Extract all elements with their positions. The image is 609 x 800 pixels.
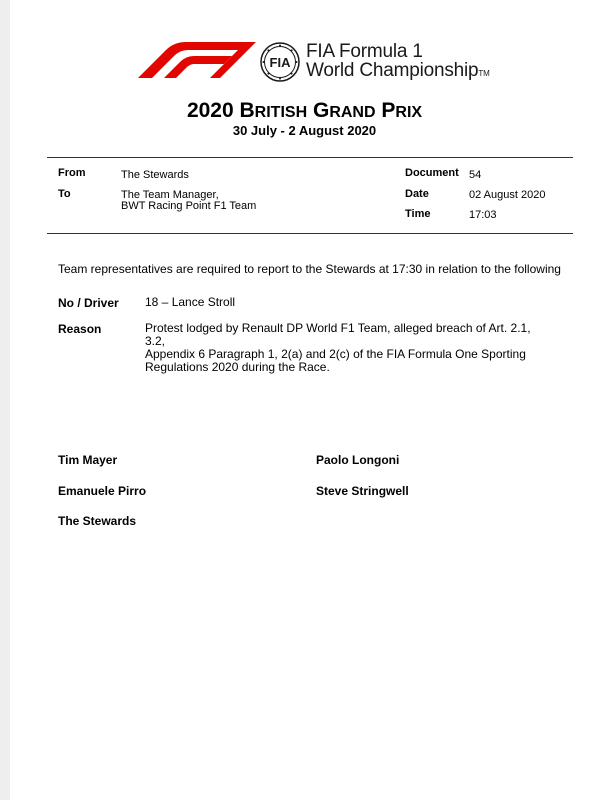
date-value: 02 August 2020 (469, 189, 546, 201)
driver-label: No / Driver (58, 296, 119, 310)
from-value: The Stewards (121, 169, 189, 181)
date-label: Date (405, 188, 429, 200)
signatory-tim-mayer: Tim Mayer (58, 453, 118, 467)
to-value-line-2: BWT Racing Point F1 Team (121, 200, 257, 212)
header-bottom-rule (47, 233, 573, 234)
header-top-rule (47, 157, 573, 158)
signature-footer: The Stewards (58, 514, 137, 528)
document-label: Document (405, 167, 459, 179)
reason-line-1: Protest lodged by Renault DP World F1 Team, alleged breach of Art. 2.1, 3.2, (145, 321, 531, 348)
signatory-emanuele-pirro: Emanuele Pirro (58, 484, 147, 498)
logo-line-2 (306, 61, 490, 83)
logo-line-2-text: World Championship (306, 60, 479, 81)
fia-f1-logo (128, 40, 508, 84)
trademark: TM (478, 69, 490, 78)
to-value-line-1: The Team Manager, (121, 189, 219, 201)
signatory-steve-stringwell: Steve Stringwell (316, 484, 409, 498)
logo-line-1: FIA Formula 1 (306, 41, 423, 62)
time-label: Time (405, 208, 431, 220)
title-prix: PRIX (381, 99, 423, 122)
reason-value (145, 322, 545, 374)
driver-value: 18 – Lance Stroll (145, 295, 236, 309)
title-year: 2020 (186, 99, 234, 122)
reason-line-2: Appendix 6 Paragraph 1, 2(a) and 2(c) of the FIA Formula One Sporting (145, 347, 526, 361)
to-label: To (58, 188, 71, 200)
title-grand: GRAND (312, 99, 376, 122)
reason-line-3: Regulations 2020 during the Race. (145, 360, 330, 374)
event-dates: 30 July - 2 August 2020 (232, 123, 377, 138)
time-value: 17:03 (469, 209, 497, 221)
event-title (0, 99, 609, 123)
fia-seal-icon (260, 42, 300, 82)
f1-logo-icon (128, 42, 256, 78)
intro-text: Team representatives are required to report to the Stewards at 17:30 in relation to the following (58, 262, 561, 276)
fia-seal-text: FIA (269, 55, 291, 70)
title-british: BRITISH (239, 99, 308, 122)
document-value: 54 (469, 169, 482, 181)
from-label: From (58, 167, 86, 179)
signatory-paolo-longoni: Paolo Longoni (316, 453, 400, 467)
reason-label: Reason (58, 322, 102, 336)
logo-wordmark (306, 42, 490, 83)
